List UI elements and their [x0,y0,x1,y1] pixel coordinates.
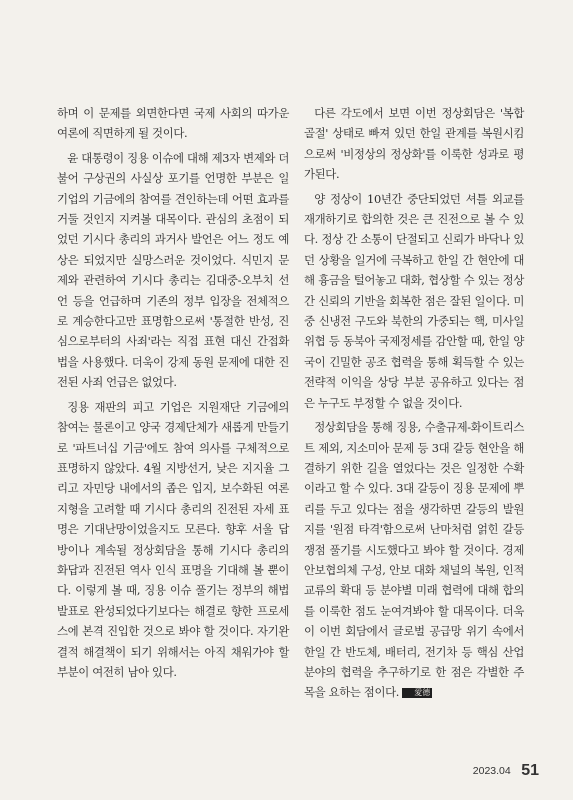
paragraph-text: 정상회담을 통해 징용, 수출규제-화이트리스트 제외, 지소미아 문제 등 3대 갈등 현안을 해결하기 위한 길을 열었다는 것은 일정한 수확이라고 할 수 있다. 3대 갈등이 징용 문제에 뿌리를 두고 있다는 점을 생각하면 갈등의 발원지를 '원점 타격'함으로써 난마처럼 얽힌 갈등 쟁점 풀기를 시도했다고 봐야 할 것이다. 경제안보협의체 구성, 안보 대화 채널의 복원, 인적교류의 확대 등 분야별 미래 협력에 대해 합의를 이룩한 점도 눈여겨봐야 할 대목이다. 더욱이 이번 회담에서 글로벌 공급망 위기 속에서 한일 간 반도체, 배터리, 전기차 등 핵심 산업 분야의 협력을 추구하기로 한 점은 각별한 주목을 요하는 점이다. [304,420,524,700]
paragraph: 양 정상이 10년간 중단되었던 셔틀 외교를 재개하기로 합의한 것은 큰 진전으로 볼 수 있다. 정상 간 소통이 단절되고 신뢰가 바닥나 있던 상황을 일거에 극복하고 한일 간 현안에 대해 흉금을 털어놓고 대화, 협상할 수 있는 정상 간 신뢰의 기반을 회복한 점은 잘된 일이다. 미중 신냉전 구도와 북한의 가중되는 핵, 미사일 위협 등 동북아 국제정세를 감안할 때, 한일 양국이 긴밀한 공조 협력을 통해 획득할 수 있는 전략적 이익을 상당 부분 공유하고 있다는 점은 누구도 부정할 수 없을 것이다. [304,191,524,410]
page-footer [473,762,539,780]
paragraph: 다른 각도에서 보면 이번 정상회담은 '복합골절' 상태로 빠져 있던 한일 관계를 복원시킴으로써 '비정상의 정상화'를 이룩한 성과로 평가된다. [304,106,524,182]
right-column [304,103,524,703]
issue-date: 2023.04 [472,765,511,777]
paragraph [304,417,524,703]
end-mark-icon: 愛德 [402,688,432,698]
paragraph: 윤 대통령이 징용 이슈에 대해 제3자 변제와 더불어 구상권의 사실상 포기를 언명한 부분은 일 기업의 기금에의 참여를 견인하는데 어떤 효과를 거둘 것인지 지켜볼 대목이다. 관심의 초점이 되었던 기시다 총리의 과거사 발언은 어느 정도 예상은 되었지만 실망스러운 것이었다. 식민지 문제와 관련하여 기시다 총리는 김대중-오부치 선언 등을 언급하며 기존의 정부 입장을 전체적으로 계승한다고만 표명함으로써 '통절한 반성, 진심으로부터의 사죄'라는 직접 표현 대신 간접화법을 사용했다. 더욱이 강제 동원 문제에 대한 진전된 사죄 언급은 없었다. [57,150,289,390]
paragraph: 하며 이 문제를 외면한다면 국제 사회의 따가운 여론에 직면하게 될 것이다. [57,106,289,141]
paragraph: 징용 재판의 피고 기업은 지원재단 기금에의 참여는 물론이고 양국 경제단체가 새롭게 만들기로 '파트너십 기금'에도 참여 의사를 구체적으로 표명하지 않았다. 4월 지방선거, 낮은 지지율 그리고 자민당 내에서의 좁은 입지, 보수화된 여론 지형을 고려할 때 기시다 총리의 진전된 자세 표명은 기대난망이었을지도 모른다. 향후 서울 답방이나 계속될 정상회담을 통해 기시다 총리의 화답과 진전된 역사 인식 표명을 기대해 볼 뿐이다. 이렇게 볼 때, 징용 이슈 풀기는 정부의 해법 발표로 완성되었다기보다는 해결로 향한 프로세스에 본격 진입한 것으로 봐야 할 것이다. 자기완결적 해결책이 되기 위해서는 아직 채워가야 할 부분이 여전히 남아 있다. [57,399,289,679]
left-column [57,103,289,682]
page-number: 51 [521,762,539,779]
